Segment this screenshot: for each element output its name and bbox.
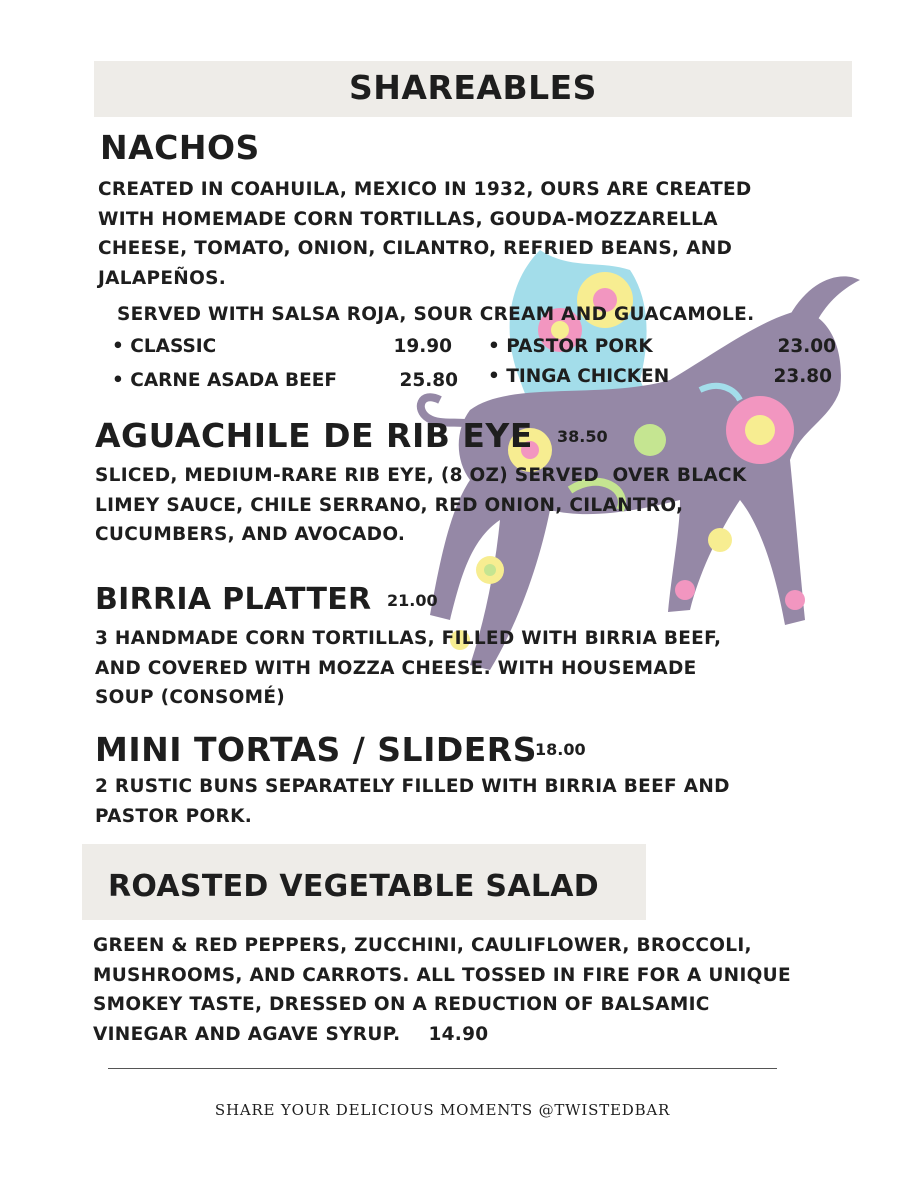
description-line: AND COVERED WITH MOZZA CHEESE. WITH HOUSEMADE <box>95 657 697 679</box>
salad-price: 14.90 <box>428 1023 489 1045</box>
description-line: GREEN & RED PEPPERS, ZUCCHINI, CAULIFLOWER, BROCCOLI, <box>93 935 752 956</box>
tortas-description <box>95 772 730 831</box>
description-line: SLICED, MEDIUM-RARE RIB EYE, (8 OZ) SERVED OVER BLACK <box>95 465 747 486</box>
description-line: SMOKEY TASTE, DRESSED ON A REDUCTION OF BALSAMIC <box>93 994 710 1015</box>
description-line: 2 RUSTIC BUNS SEPARATELY FILLED WITH BIRRIA BEEF AND <box>95 776 730 797</box>
description-text: VINEGAR AND AGAVE SYRUP. <box>93 1023 401 1045</box>
option-name: CLASSIC <box>130 336 217 357</box>
birria-description <box>95 624 721 713</box>
option-name: TINGA CHICKEN <box>506 366 670 387</box>
nachos-option-pastor-pork: • PASTOR PORK <box>488 336 653 357</box>
option-name: PASTOR PORK <box>506 336 653 357</box>
tortas-price: 18.00 <box>535 740 586 759</box>
nachos-option-price: 25.80 <box>399 370 458 391</box>
nachos-option-carne-asada: • CARNE ASADA BEEF <box>112 370 338 391</box>
nachos-description <box>98 175 752 293</box>
nachos-served-with: SERVED WITH SALSA ROJA, SOUR CREAM AND GUACAMOLE. <box>117 304 755 325</box>
description-line: CUCUMBERS, AND AVOCADO. <box>95 524 406 545</box>
nachos-option-classic: • CLASSIC <box>112 336 217 357</box>
description-line: WITH HOMEMADE CORN TORTILLAS, GOUDA-MOZZARELLA <box>98 208 718 230</box>
salad-description <box>93 931 791 1049</box>
description-line: CHEESE, TOMATO, ONION, CILANTRO, REFRIED BEANS, AND <box>98 238 733 259</box>
footer-divider <box>108 1068 777 1069</box>
aguachile-description <box>95 461 747 550</box>
tortas-title: MINI TORTAS / SLIDERS <box>95 730 537 769</box>
footer-text: SHARE YOUR DELICIOUS MOMENTS @TWISTEDBAR <box>214 1101 671 1119</box>
nachos-option-tinga-chicken: • TINGA CHICKEN <box>488 366 670 387</box>
description-line: 3 HANDMADE CORN TORTILLAS, FILLED WITH BIRRIA BEEF, <box>95 628 722 649</box>
option-name: CARNE ASADA BEEF <box>130 370 338 391</box>
aguachile-title: AGUACHILE DE RIB EYE <box>95 416 533 455</box>
salad-title: ROASTED VEGETABLE SALAD <box>108 869 599 904</box>
aguachile-price: 38.50 <box>557 427 608 446</box>
nachos-option-price: 19.90 <box>393 336 452 357</box>
description-line: PASTOR PORK. <box>95 805 253 827</box>
nachos-title: NACHOS <box>100 128 260 167</box>
section-title: SHAREABLES <box>349 68 597 107</box>
birria-title: BIRRIA PLATTER <box>95 582 372 617</box>
description-line: MUSHROOMS, AND CARROTS. ALL TOSSED IN FIRE FOR A UNIQUE <box>93 964 791 986</box>
description-line: JALAPEÑOS. <box>98 267 227 289</box>
description-line: CREATED IN COAHUILA, MEXICO IN 1932, OURS ARE CREATED <box>98 179 752 200</box>
nachos-option-price: 23.80 <box>773 366 832 387</box>
birria-price: 21.00 <box>387 591 438 610</box>
description-line: LIMEY SAUCE, CHILE SERRANO, RED ONION, CILANTRO, <box>95 494 684 516</box>
description-line: SOUP (CONSOMÉ) <box>95 687 286 708</box>
description-line <box>93 1020 791 1050</box>
nachos-option-price: 23.00 <box>777 336 836 357</box>
